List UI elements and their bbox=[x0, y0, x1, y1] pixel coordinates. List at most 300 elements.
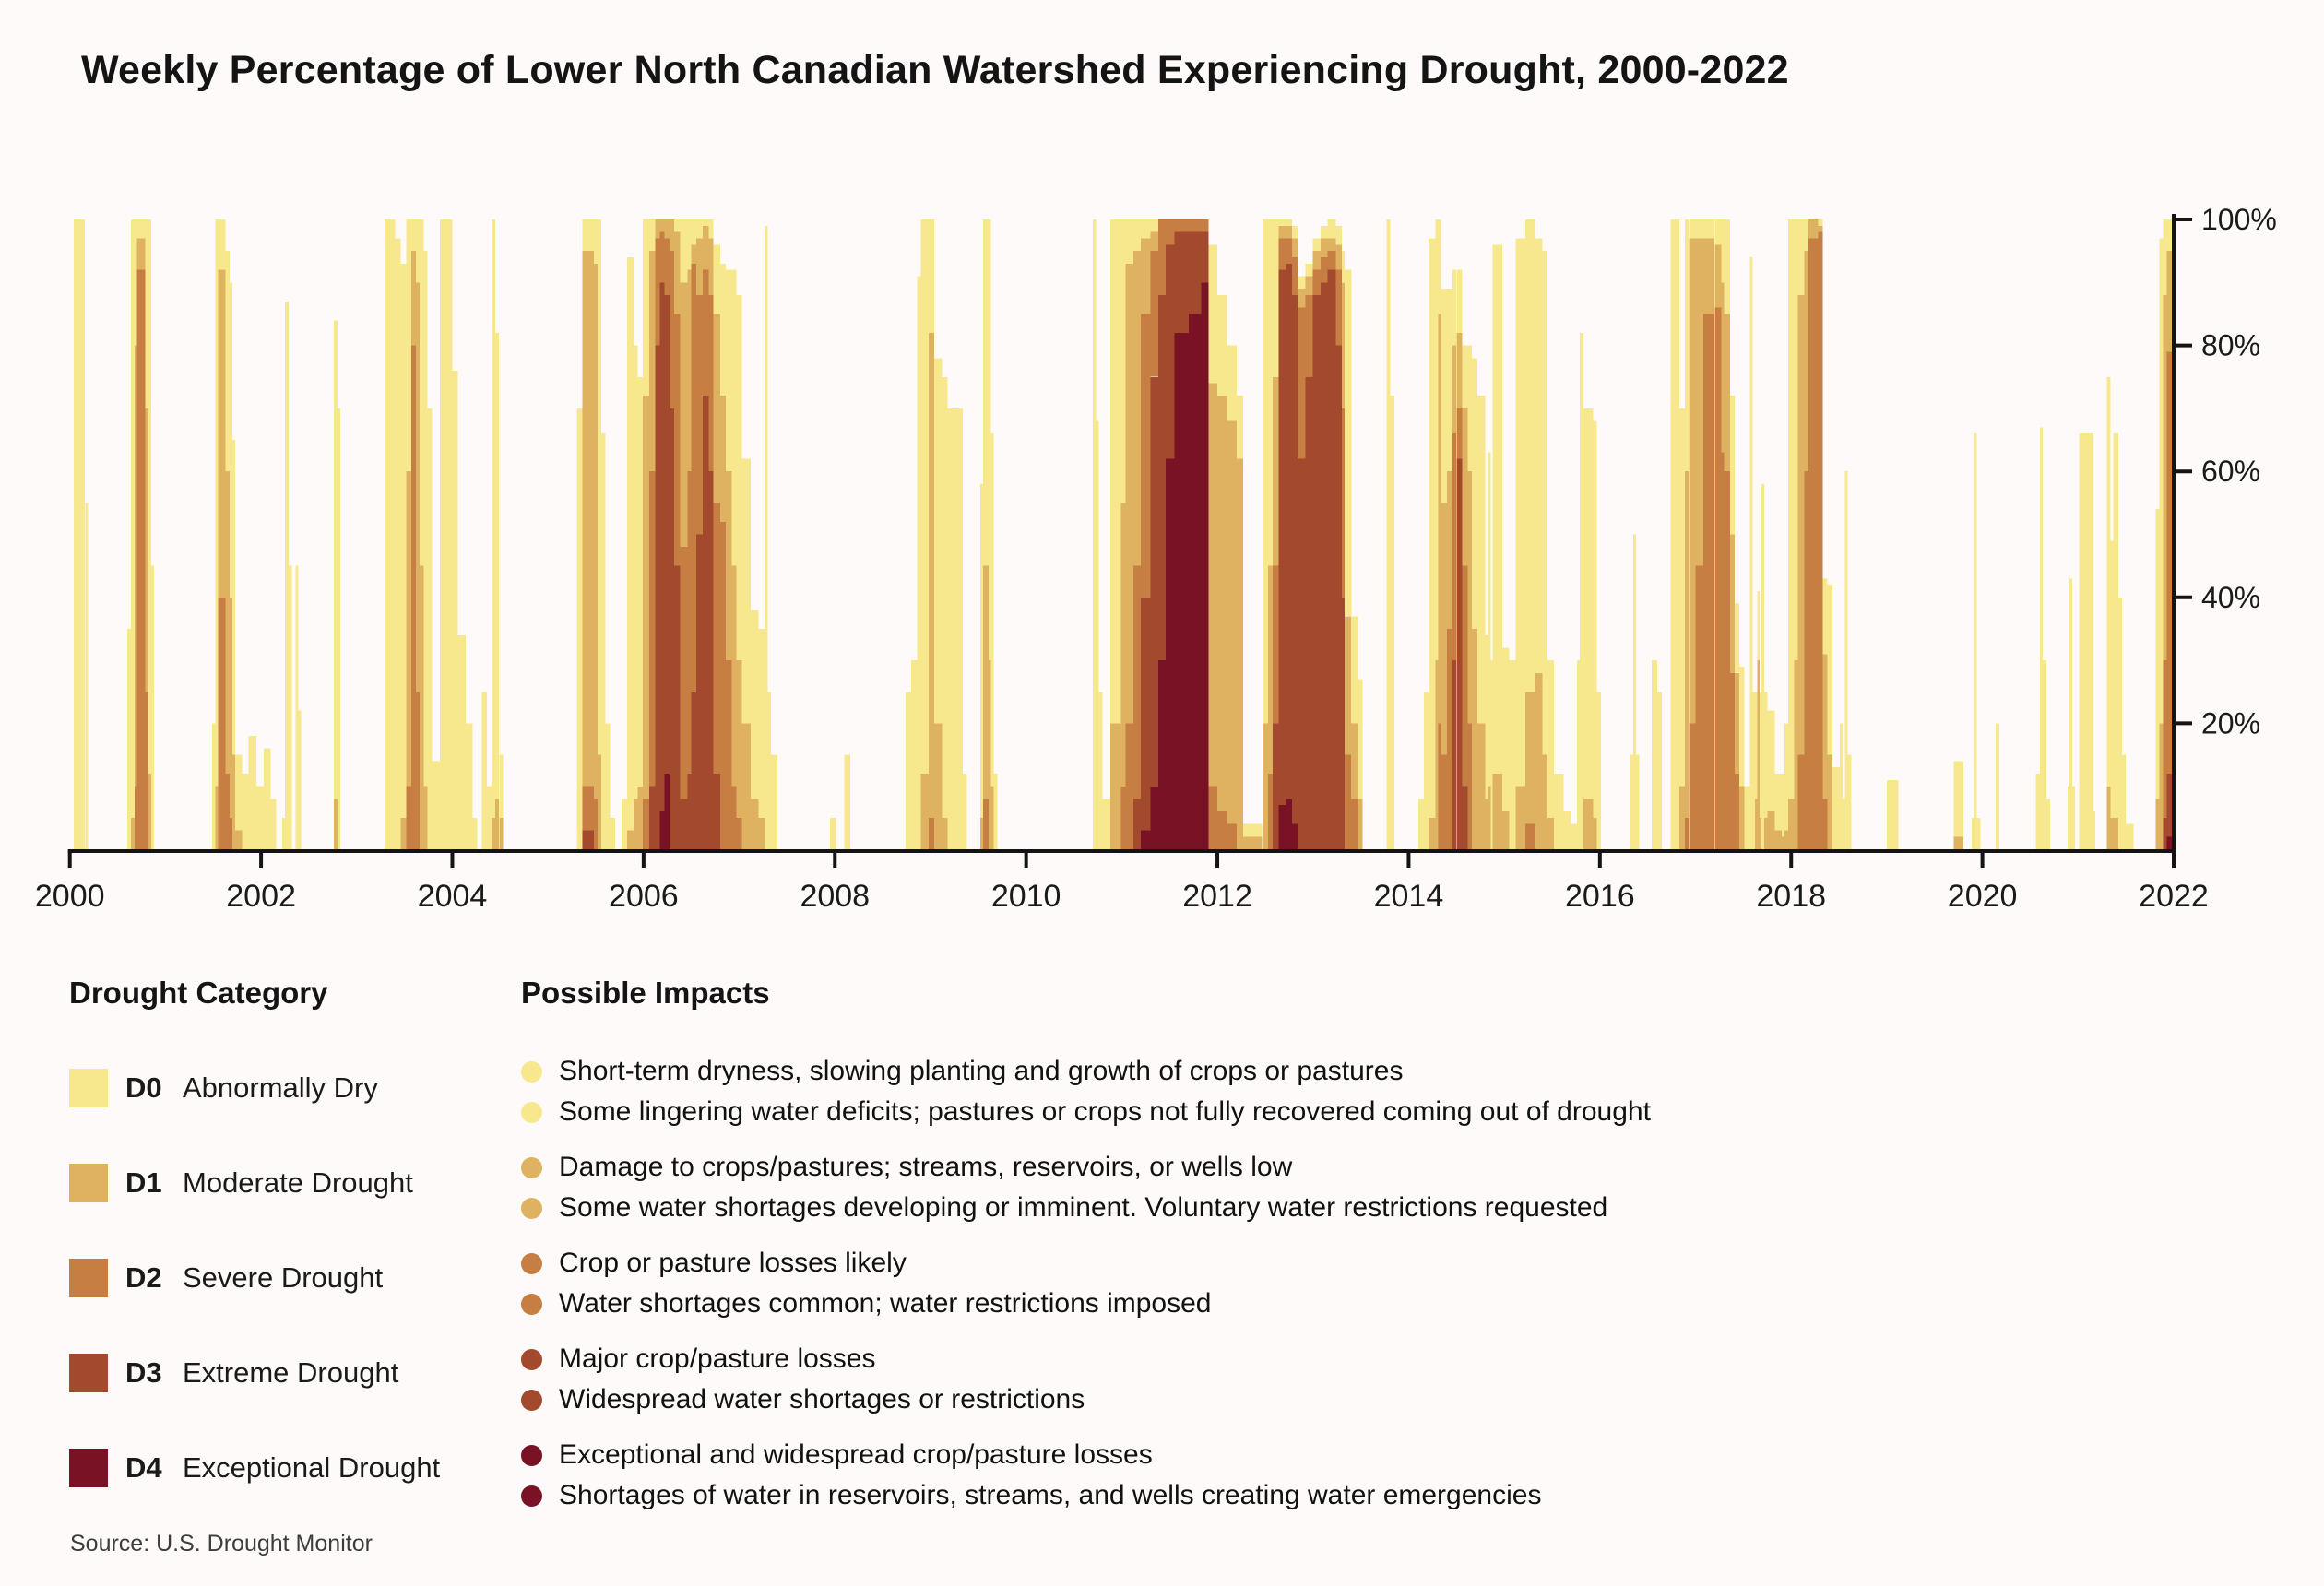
chart-bar-segment bbox=[660, 811, 665, 849]
chart-bar-segment bbox=[1657, 692, 1662, 849]
chart-bar-segment bbox=[665, 239, 670, 296]
chart-bar-segment bbox=[583, 219, 594, 251]
legend-row-d4 bbox=[69, 1448, 440, 1488]
chart-bar-segment bbox=[1689, 723, 1695, 849]
chart-bar-segment bbox=[929, 818, 934, 849]
chart-bar-segment bbox=[136, 270, 145, 849]
chart-bar-segment bbox=[395, 239, 400, 850]
chart-bar-segment bbox=[1313, 295, 1321, 849]
chart-bar-segment bbox=[2159, 723, 2163, 849]
d3-bullet-icon bbox=[521, 1390, 542, 1411]
chart-bar-segment bbox=[765, 226, 768, 849]
chart-bar-segment bbox=[1452, 346, 1456, 434]
chart-bar-segment bbox=[934, 723, 942, 849]
chart-bar-segment bbox=[634, 799, 638, 849]
chart-bar-segment bbox=[1110, 723, 1120, 849]
chart-bar-segment bbox=[1974, 433, 1976, 849]
chart-bar-segment bbox=[1158, 660, 1166, 849]
chart-bar-segment bbox=[1217, 396, 1227, 811]
chart-bar-segment bbox=[601, 433, 605, 849]
chart-bar-segment bbox=[1292, 226, 1298, 239]
chart-bar-segment bbox=[1822, 578, 1827, 654]
chart-bar-segment bbox=[674, 566, 680, 849]
chart-bar-segment bbox=[1463, 346, 1468, 408]
chart-bar-segment bbox=[1563, 811, 1571, 849]
chart-bar-segment bbox=[1525, 824, 1535, 849]
chart-bar-segment bbox=[411, 219, 416, 251]
chart-bar-segment bbox=[1472, 629, 1477, 849]
chart-bar-segment bbox=[1696, 566, 1703, 849]
chart-bar-segment bbox=[1805, 251, 1808, 471]
chart-bar-segment bbox=[2159, 239, 2163, 724]
chart-bar-segment bbox=[1342, 251, 1345, 282]
chart-bar-segment bbox=[1509, 660, 1515, 849]
chart-bar-segment bbox=[1577, 660, 1580, 849]
chart-bar-segment bbox=[1685, 219, 1689, 471]
chart-bar-segment bbox=[655, 239, 659, 346]
chart-bar-segment bbox=[226, 471, 230, 774]
chart-bar-segment bbox=[492, 219, 495, 818]
chart-bar-segment bbox=[726, 471, 731, 660]
chart-bar-segment bbox=[742, 723, 751, 849]
x-tick-label: 2020 bbox=[1947, 879, 2018, 914]
chart-bar-segment bbox=[1543, 251, 1547, 754]
chart-bar-segment bbox=[611, 818, 615, 849]
chart-bar-segment bbox=[1679, 787, 1685, 849]
chart-bar-segment bbox=[598, 219, 601, 755]
chart-bar-segment bbox=[1387, 219, 1391, 849]
chart-bar-segment bbox=[1760, 818, 1761, 849]
chart-bar-segment bbox=[74, 219, 85, 849]
chart-bar-segment bbox=[1201, 282, 1208, 849]
chart-bar-segment bbox=[1345, 616, 1351, 754]
chart-bar-segment bbox=[714, 314, 720, 503]
chart-bar-segment bbox=[1237, 396, 1243, 458]
chart-bar-segment bbox=[1120, 503, 1125, 786]
chart-bar-segment bbox=[1391, 396, 1394, 849]
chart-bar-segment bbox=[1722, 282, 1725, 452]
chart-bar-segment bbox=[1452, 660, 1456, 849]
chart-bar-segment bbox=[338, 408, 340, 849]
chart-bar-segment bbox=[696, 219, 703, 239]
chart-bar-segment bbox=[1887, 780, 1898, 849]
chart-bar-segment bbox=[1273, 377, 1278, 566]
chart-bar-segment bbox=[1351, 799, 1358, 849]
chart-bar-segment bbox=[983, 219, 989, 566]
impact-text: Major crop/pasture losses bbox=[559, 1343, 876, 1374]
chart-bar-segment bbox=[583, 251, 594, 787]
chart-bar-segment bbox=[1327, 219, 1335, 239]
d4-code: D4 bbox=[125, 1451, 162, 1484]
chart-bar-segment bbox=[1630, 755, 1633, 850]
chart-bar-segment bbox=[218, 270, 225, 598]
chart-bar-segment bbox=[1735, 604, 1739, 673]
chart-bar-segment bbox=[1597, 692, 1601, 849]
chart-bar-segment bbox=[726, 270, 731, 472]
chart-bar-segment bbox=[1782, 836, 1784, 849]
chart-bar-segment bbox=[1714, 308, 1721, 849]
chart-bar-segment bbox=[665, 774, 670, 849]
chart-bar-segment bbox=[649, 251, 655, 471]
d0-bullet-icon bbox=[521, 1102, 542, 1123]
chart-bar-segment bbox=[1798, 755, 1805, 850]
chart-bar-segment bbox=[1485, 799, 1488, 849]
chart-bar-segment bbox=[1808, 219, 1818, 239]
chart-bar-segment bbox=[737, 818, 742, 849]
chart-bar-segment bbox=[1750, 257, 1753, 849]
x-tick-label: 2014 bbox=[1373, 879, 1444, 914]
chart-bar-segment bbox=[136, 219, 145, 239]
chart-bar-segment bbox=[1808, 239, 1818, 850]
chart-bar-segment bbox=[1358, 680, 1363, 799]
x-tick-label: 2004 bbox=[417, 879, 488, 914]
impacts-group-d1 bbox=[521, 1147, 1607, 1228]
chart-bar-segment bbox=[2118, 598, 2122, 849]
chart-bar-segment bbox=[411, 346, 416, 849]
chart-bar-segment bbox=[1201, 232, 1208, 283]
chart-bar-segment bbox=[1472, 358, 1477, 629]
chart-bar-segment bbox=[249, 736, 256, 849]
x-tick-label: 2000 bbox=[34, 879, 105, 914]
chart-bar-segment bbox=[2126, 824, 2133, 849]
chart-bar-segment bbox=[692, 264, 696, 692]
chart-bar-segment bbox=[1336, 346, 1342, 849]
chart-bar-segment bbox=[1336, 244, 1342, 269]
chart-bar-segment bbox=[1636, 755, 1639, 850]
chart-bar-segment bbox=[714, 774, 720, 849]
impacts-group-d3 bbox=[521, 1339, 1085, 1420]
chart-bar-segment bbox=[1463, 787, 1468, 849]
chart-bar-segment bbox=[594, 219, 598, 264]
chart-bar-segment bbox=[1286, 219, 1292, 226]
chart-bar-segment bbox=[2072, 787, 2075, 849]
chart-bar-segment bbox=[1775, 831, 1782, 850]
chart-bar-segment bbox=[980, 484, 983, 818]
chart-bar-segment bbox=[1760, 692, 1761, 818]
impacts-group-d4 bbox=[521, 1435, 1541, 1516]
chart-bar-segment bbox=[1679, 408, 1685, 787]
chart-bar-segment bbox=[264, 749, 270, 849]
chart-bar-segment bbox=[1292, 257, 1298, 295]
chart-bar-segment bbox=[1321, 226, 1327, 239]
chart-bar-segment bbox=[1151, 787, 1158, 849]
chart-bar-segment bbox=[242, 774, 248, 849]
impact-line bbox=[521, 1188, 1607, 1228]
chart-bar-segment bbox=[1243, 824, 1263, 837]
d1-code: D1 bbox=[125, 1166, 162, 1199]
chart-bar-segment bbox=[1805, 219, 1808, 251]
chart-bar-segment bbox=[1703, 219, 1714, 239]
chart-bar-segment bbox=[146, 408, 148, 692]
chart-bar-segment bbox=[670, 408, 674, 849]
impact-line bbox=[521, 1379, 1085, 1420]
chart-bar-segment bbox=[1696, 239, 1703, 566]
chart-bar-segment bbox=[758, 629, 765, 818]
chart-bar-segment bbox=[1456, 270, 1462, 333]
chart-bar-segment bbox=[1468, 723, 1472, 849]
d1-swatch bbox=[69, 1164, 108, 1202]
chart-bar-segment bbox=[1263, 219, 1268, 723]
d4-swatch bbox=[69, 1449, 108, 1487]
chart-bar-segment bbox=[929, 333, 934, 818]
impact-line bbox=[521, 1092, 1651, 1132]
chart-bar-segment bbox=[1784, 831, 1788, 850]
chart-bar-segment bbox=[2164, 660, 2167, 818]
d0-bullet-icon bbox=[521, 1061, 542, 1083]
chart-bar-segment bbox=[1488, 787, 1491, 849]
chart-bar-segment bbox=[720, 522, 726, 849]
chart-bar-segment bbox=[1744, 787, 1749, 849]
chart-bar-segment bbox=[1201, 219, 1208, 232]
chart-bar-segment bbox=[1327, 239, 1335, 252]
chart-bar-segment bbox=[906, 692, 911, 849]
chart-bar-segment bbox=[934, 358, 942, 723]
y-tick-label: 60% bbox=[2201, 455, 2261, 489]
chart-bar-segment bbox=[1151, 251, 1158, 377]
impact-text: Shortages of water in reservoirs, streams, and wells creating water emergencies bbox=[559, 1480, 1542, 1510]
impact-text: Some water shortages developing or imminent. Voluntary water restrictions requested bbox=[559, 1192, 1608, 1223]
chart-bar-segment bbox=[643, 799, 649, 849]
chart-bar-segment bbox=[737, 295, 742, 660]
chart-bar-segment bbox=[688, 471, 692, 774]
chart-bar-segment bbox=[453, 371, 458, 849]
chart-bar-segment bbox=[495, 799, 499, 849]
d1-bullet-icon bbox=[521, 1157, 542, 1178]
chart-bar-segment bbox=[1844, 471, 1847, 849]
chart-bar-segment bbox=[674, 219, 680, 232]
chart-bar-segment bbox=[2079, 433, 2093, 849]
chart-bar-segment bbox=[285, 302, 289, 849]
d4-label: Exceptional Drought bbox=[183, 1451, 441, 1484]
chart-bar-segment bbox=[680, 219, 687, 282]
chart-bar-segment bbox=[942, 818, 947, 849]
chart-bar-segment bbox=[1714, 244, 1721, 307]
chart-bar-segment bbox=[1237, 459, 1243, 850]
chart-bar-segment bbox=[726, 660, 731, 849]
chart-bar-segment bbox=[655, 219, 659, 239]
chart-bar-segment bbox=[1972, 818, 1974, 849]
chart-bar-segment bbox=[2040, 427, 2043, 849]
chart-bar-segment bbox=[1151, 219, 1158, 232]
d4-bullet-icon bbox=[521, 1485, 542, 1507]
chart-bar-segment bbox=[416, 219, 420, 282]
chart-bar-segment bbox=[1753, 692, 1755, 849]
chart-bar-segment bbox=[148, 219, 151, 774]
chart-bar-segment bbox=[1447, 289, 1452, 471]
chart-bar-segment bbox=[845, 755, 850, 850]
chart-bar-segment bbox=[1158, 295, 1166, 660]
chart-bar-segment bbox=[665, 295, 670, 774]
chart-bar-segment bbox=[1292, 239, 1298, 258]
impact-line bbox=[521, 1339, 1085, 1379]
d1-label: Moderate Drought bbox=[183, 1166, 413, 1199]
chart-bar-segment bbox=[385, 219, 395, 849]
chart-bar-segment bbox=[1103, 799, 1110, 849]
chart-bar-segment bbox=[411, 251, 416, 346]
d4-bullet-icon bbox=[521, 1445, 542, 1466]
chart-bar-segment bbox=[1583, 408, 1593, 799]
chart-bar-segment bbox=[1543, 755, 1547, 850]
chart-bar-segment bbox=[295, 566, 298, 849]
chart-bar-segment bbox=[643, 219, 649, 396]
chart-bar-segment bbox=[1764, 692, 1767, 818]
chart-bar-segment bbox=[768, 692, 771, 849]
chart-bar-segment bbox=[680, 799, 687, 849]
chart-bar-segment bbox=[407, 219, 411, 471]
chart-bar-segment bbox=[665, 219, 670, 239]
chart-bar-segment bbox=[1286, 799, 1292, 849]
chart-bar-segment bbox=[643, 396, 649, 799]
chart-bar-segment bbox=[1305, 377, 1312, 849]
chart-bar-segment bbox=[1263, 723, 1268, 849]
chart-bar-segment bbox=[742, 459, 751, 724]
chart-bar-segment bbox=[1739, 787, 1744, 849]
chart-bar-segment bbox=[1321, 282, 1327, 849]
chart-bar-segment bbox=[660, 232, 665, 283]
chart-bar-segment bbox=[1485, 635, 1488, 799]
chart-bar-segment bbox=[135, 346, 136, 787]
chart-bar-segment bbox=[1493, 774, 1502, 849]
chart-bar-segment bbox=[127, 629, 131, 849]
chart-bar-segment bbox=[1120, 787, 1125, 849]
d2-swatch bbox=[69, 1259, 108, 1297]
chart-bar-segment bbox=[1141, 314, 1150, 598]
chart-bar-segment bbox=[1502, 647, 1509, 811]
chart-bar-segment bbox=[1671, 219, 1679, 849]
chart-bar-segment bbox=[1441, 289, 1447, 503]
chart-bar-segment bbox=[1722, 219, 1725, 282]
chart-bar-segment bbox=[1594, 818, 1597, 849]
chart-bar-segment bbox=[1764, 818, 1767, 849]
chart-bar-segment bbox=[1336, 270, 1342, 346]
chart-bar-segment bbox=[1286, 226, 1292, 239]
chart-bar-segment bbox=[440, 219, 453, 849]
chart-bar-segment bbox=[993, 774, 997, 849]
chart-bar-segment bbox=[649, 787, 655, 849]
impacts-group-d0 bbox=[521, 1051, 1651, 1132]
chart-bar-segment bbox=[649, 219, 655, 251]
chart-bar-segment bbox=[696, 239, 703, 296]
chart-bar-segment bbox=[2114, 433, 2118, 818]
legend-row-d2 bbox=[69, 1258, 383, 1298]
chart-bar-segment bbox=[1832, 767, 1840, 849]
d2-bullet-icon bbox=[521, 1253, 542, 1274]
chart-bar-segment bbox=[649, 471, 655, 787]
chart-bar-segment bbox=[1703, 314, 1714, 850]
chart-bar-segment bbox=[1286, 239, 1292, 264]
chart-bar-segment bbox=[1126, 219, 1133, 264]
chart-bar-segment bbox=[1788, 799, 1794, 849]
chart-bar-segment bbox=[1847, 755, 1851, 850]
chart-bar-segment bbox=[2106, 377, 2110, 787]
chart-bar-segment bbox=[983, 799, 989, 849]
chart-bar-segment bbox=[751, 799, 758, 849]
chart-bar-segment bbox=[921, 774, 929, 849]
chart-bar-segment bbox=[1327, 251, 1335, 270]
chart-bar-segment bbox=[1327, 270, 1335, 849]
chart-bar-segment bbox=[989, 219, 990, 660]
chart-bar-segment bbox=[1456, 333, 1462, 408]
chart-bar-segment bbox=[605, 723, 610, 849]
chart-bar-segment bbox=[688, 219, 692, 270]
chart-bar-segment bbox=[1189, 232, 1202, 314]
chart-bar-segment bbox=[1757, 660, 1760, 849]
chart-bar-segment bbox=[1273, 566, 1278, 724]
chart-bar-segment bbox=[1429, 239, 1435, 818]
chart-bar-segment bbox=[1126, 723, 1133, 849]
chart-bar-segment bbox=[1468, 346, 1472, 472]
chart-bar-segment bbox=[1298, 459, 1305, 850]
chart-bar-segment bbox=[1463, 408, 1468, 566]
chart-bar-segment bbox=[1209, 384, 1217, 787]
chart-bar-segment bbox=[2155, 509, 2159, 799]
chart-bar-segment bbox=[1547, 660, 1554, 818]
chart-bar-segment bbox=[990, 433, 993, 787]
impact-text: Exceptional and widespread crop/pasture losses bbox=[559, 1439, 1153, 1470]
chart-bar-segment bbox=[1436, 660, 1439, 849]
chart-bar-segment bbox=[1554, 774, 1563, 849]
chart-bar-segment bbox=[1491, 660, 1493, 849]
chart-bar-segment bbox=[660, 219, 665, 232]
chart-bar-segment bbox=[1345, 270, 1351, 617]
chart-bar-segment bbox=[1305, 264, 1312, 277]
chart-bar-segment bbox=[1209, 787, 1217, 849]
chart-bar-segment bbox=[1722, 453, 1725, 849]
chart-bar-segment bbox=[334, 320, 338, 799]
chart-bar-segment bbox=[1696, 219, 1703, 239]
chart-bar-segment bbox=[1278, 805, 1286, 849]
chart-bar-segment bbox=[583, 831, 594, 850]
y-tick-label: 80% bbox=[2201, 328, 2261, 362]
chart-bar-segment bbox=[670, 251, 674, 408]
chart-bar-segment bbox=[627, 257, 634, 831]
chart-bar-segment bbox=[674, 232, 680, 314]
impact-line bbox=[521, 1051, 1651, 1092]
chart-bar-segment bbox=[948, 408, 964, 849]
chart-bar-segment bbox=[980, 818, 983, 849]
d3-label: Extreme Drought bbox=[183, 1356, 399, 1389]
chart-bar-segment bbox=[1273, 723, 1278, 849]
chart-bar-segment bbox=[2036, 774, 2040, 849]
chart-bar-segment bbox=[1794, 219, 1797, 660]
chart-bar-segment bbox=[583, 787, 594, 831]
chart-bar-segment bbox=[487, 787, 492, 849]
chart-bar-segment bbox=[1439, 723, 1441, 849]
legend-row-d3 bbox=[69, 1353, 398, 1393]
chart-bar-segment bbox=[1689, 219, 1695, 239]
chart-bar-segment bbox=[2093, 811, 2095, 849]
chart-bar-segment bbox=[428, 408, 433, 849]
chart-bars bbox=[74, 219, 2174, 849]
chart-bar-segment bbox=[131, 219, 135, 818]
chart-bar-segment bbox=[1141, 598, 1150, 831]
chart-bar-segment bbox=[1761, 484, 1764, 849]
chart-bar-segment bbox=[1652, 660, 1657, 849]
legend-row-d1 bbox=[69, 1163, 413, 1203]
chart-bar-segment bbox=[1516, 239, 1525, 787]
chart-bar-segment bbox=[731, 270, 736, 566]
chart-bar-segment bbox=[1351, 616, 1358, 723]
chart-bar-segment bbox=[1547, 818, 1554, 849]
chart-bar-segment bbox=[708, 239, 713, 296]
impact-text: Widespread water shortages or restrictions bbox=[559, 1384, 1085, 1414]
chart-bar-segment bbox=[151, 566, 154, 849]
chart-bar-segment bbox=[2068, 787, 2069, 849]
chart-bar-segment bbox=[1093, 219, 1096, 849]
legend-header: Drought Category bbox=[69, 976, 328, 1010]
impacts-header: Possible Impacts bbox=[521, 976, 770, 1010]
y-tick-label: 40% bbox=[2201, 580, 2261, 614]
